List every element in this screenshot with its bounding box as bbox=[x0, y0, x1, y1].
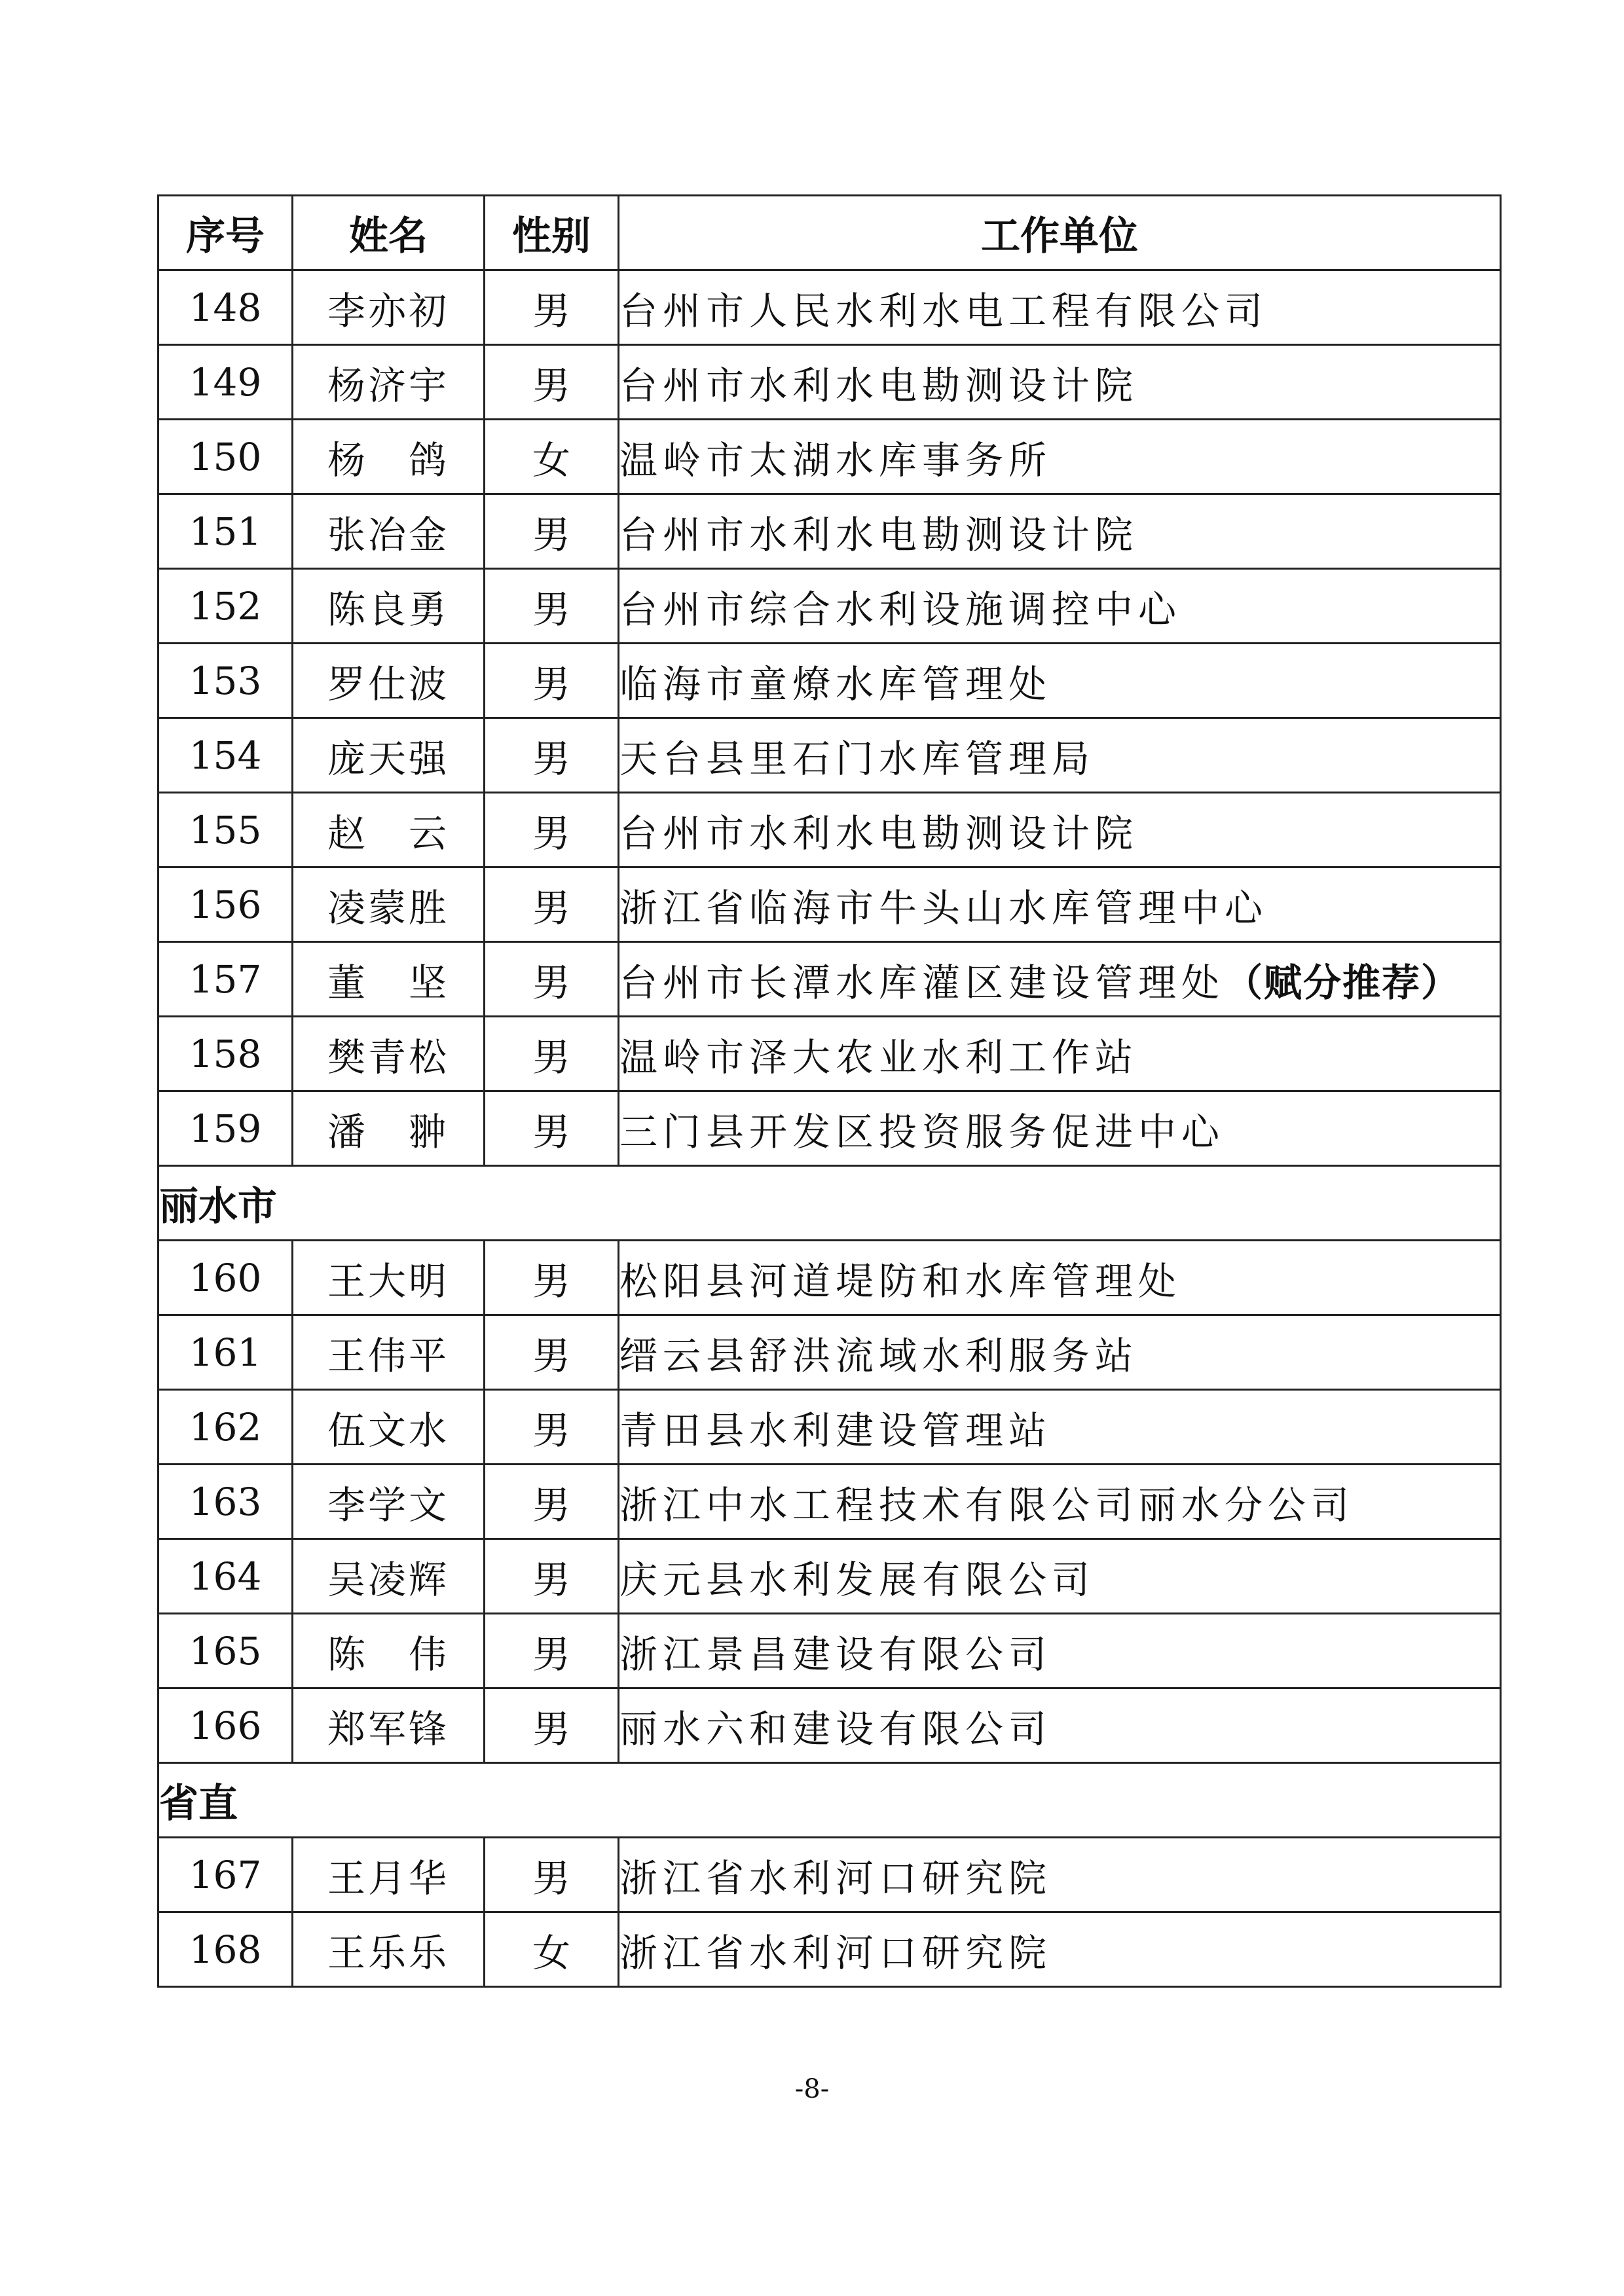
section-header-row bbox=[158, 1763, 1501, 1838]
gender-cell: 男 bbox=[485, 1688, 619, 1763]
header-name: 姓名 bbox=[293, 196, 485, 270]
seq-cell: 158 bbox=[158, 1017, 293, 1091]
org-text: 丽水六和建设有限公司 bbox=[619, 1706, 1052, 1751]
org-cell bbox=[619, 494, 1501, 569]
gender-cell: 男 bbox=[485, 270, 619, 345]
seq-cell: 156 bbox=[158, 867, 293, 942]
org-cell bbox=[619, 270, 1501, 345]
seq-cell: 157 bbox=[158, 942, 293, 1017]
seq-cell: 153 bbox=[158, 644, 293, 718]
org-cell bbox=[619, 644, 1501, 718]
table-row bbox=[158, 1390, 1501, 1465]
seq-cell: 167 bbox=[158, 1838, 293, 1912]
org-cell bbox=[619, 1614, 1501, 1688]
org-text: 浙江省水利河口研究院 bbox=[619, 1930, 1052, 1975]
org-text: 三门县开发区投资服务促进中心 bbox=[619, 1109, 1225, 1154]
table-row bbox=[158, 420, 1501, 494]
org-text: 台州市水利水电勘测设计院 bbox=[619, 512, 1139, 557]
org-cell bbox=[619, 1539, 1501, 1614]
name-cell: 李亦初 bbox=[293, 270, 485, 345]
gender-cell: 男 bbox=[485, 1017, 619, 1091]
table-row bbox=[158, 1838, 1501, 1912]
org-cell bbox=[619, 1912, 1501, 1987]
table-row bbox=[158, 270, 1501, 345]
name-cell: 王月华 bbox=[293, 1838, 485, 1912]
org-text: 庆元县水利发展有限公司 bbox=[619, 1557, 1096, 1602]
seq-cell: 151 bbox=[158, 494, 293, 569]
gender-cell: 男 bbox=[485, 1539, 619, 1614]
org-text: 台州市水利水电勘测设计院 bbox=[619, 363, 1139, 408]
org-cell bbox=[619, 1688, 1501, 1763]
gender-cell: 男 bbox=[485, 1390, 619, 1465]
org-cell bbox=[619, 1838, 1501, 1912]
gender-cell: 男 bbox=[485, 1241, 619, 1315]
org-cell bbox=[619, 1017, 1501, 1091]
header-seq: 序号 bbox=[158, 196, 293, 270]
org-text: 台州市综合水利设施调控中心 bbox=[619, 587, 1182, 632]
seq-cell: 164 bbox=[158, 1539, 293, 1614]
name-cell: 董 坚 bbox=[293, 942, 485, 1017]
org-text: 松阳县河道堤防和水库管理处 bbox=[619, 1258, 1182, 1303]
org-cell bbox=[619, 420, 1501, 494]
seq-cell: 161 bbox=[158, 1315, 293, 1390]
table-row bbox=[158, 1465, 1501, 1539]
roster-table bbox=[157, 194, 1502, 1988]
gender-cell: 男 bbox=[485, 718, 619, 793]
header-row bbox=[158, 196, 1501, 270]
table-row bbox=[158, 867, 1501, 942]
recommendation-note: （赋分推荐） bbox=[1225, 960, 1461, 1005]
seq-cell: 148 bbox=[158, 270, 293, 345]
seq-cell: 154 bbox=[158, 718, 293, 793]
name-cell: 郑军锋 bbox=[293, 1688, 485, 1763]
gender-cell: 男 bbox=[485, 494, 619, 569]
seq-cell: 160 bbox=[158, 1241, 293, 1315]
table-row bbox=[158, 644, 1501, 718]
org-text: 温岭市太湖水库事务所 bbox=[619, 437, 1052, 483]
gender-cell: 男 bbox=[485, 345, 619, 420]
gender-cell: 男 bbox=[485, 942, 619, 1017]
gender-cell: 男 bbox=[485, 1315, 619, 1390]
table-row bbox=[158, 1912, 1501, 1987]
seq-cell: 165 bbox=[158, 1614, 293, 1688]
gender-cell: 男 bbox=[485, 867, 619, 942]
section-title: 丽水市 bbox=[158, 1166, 1501, 1241]
name-cell: 陈良勇 bbox=[293, 569, 485, 644]
name-cell: 张冶金 bbox=[293, 494, 485, 569]
gender-cell: 男 bbox=[485, 793, 619, 867]
org-text: 浙江省水利河口研究院 bbox=[619, 1855, 1052, 1901]
org-cell bbox=[619, 1091, 1501, 1166]
org-cell bbox=[619, 793, 1501, 867]
seq-cell: 152 bbox=[158, 569, 293, 644]
seq-cell: 149 bbox=[158, 345, 293, 420]
section-title: 省直 bbox=[158, 1763, 1501, 1838]
gender-cell: 男 bbox=[485, 569, 619, 644]
name-cell: 罗仕波 bbox=[293, 644, 485, 718]
gender-cell: 男 bbox=[485, 1465, 619, 1539]
org-text: 台州市长潭水库灌区建设管理处 bbox=[619, 960, 1225, 1005]
gender-cell: 男 bbox=[485, 644, 619, 718]
org-cell bbox=[619, 1390, 1501, 1465]
name-cell: 潘 翀 bbox=[293, 1091, 485, 1166]
table-row bbox=[158, 345, 1501, 420]
org-cell bbox=[619, 1241, 1501, 1315]
seq-cell: 166 bbox=[158, 1688, 293, 1763]
name-cell: 杨济宇 bbox=[293, 345, 485, 420]
seq-cell: 168 bbox=[158, 1912, 293, 1987]
org-text: 浙江中水工程技术有限公司丽水分公司 bbox=[619, 1482, 1355, 1527]
org-text: 缙云县舒洪流域水利服务站 bbox=[619, 1333, 1139, 1378]
gender-cell: 女 bbox=[485, 1912, 619, 1987]
org-text: 浙江景昌建设有限公司 bbox=[619, 1631, 1052, 1677]
seq-cell: 159 bbox=[158, 1091, 293, 1166]
table-row bbox=[158, 1091, 1501, 1166]
page-number: -8- bbox=[794, 2074, 830, 2104]
org-cell bbox=[619, 345, 1501, 420]
roster-body bbox=[158, 270, 1501, 1987]
name-cell: 王伟平 bbox=[293, 1315, 485, 1390]
org-cell bbox=[619, 942, 1501, 1017]
gender-cell: 男 bbox=[485, 1614, 619, 1688]
name-cell: 王乐乐 bbox=[293, 1912, 485, 1987]
table-row bbox=[158, 718, 1501, 793]
seq-cell: 162 bbox=[158, 1390, 293, 1465]
name-cell: 赵 云 bbox=[293, 793, 485, 867]
org-cell bbox=[619, 1465, 1501, 1539]
name-cell: 李学文 bbox=[293, 1465, 485, 1539]
table-row bbox=[158, 793, 1501, 867]
org-text: 台州市水利水电勘测设计院 bbox=[619, 811, 1139, 856]
name-cell: 陈 伟 bbox=[293, 1614, 485, 1688]
table-row bbox=[158, 942, 1501, 1017]
org-cell bbox=[619, 718, 1501, 793]
gender-cell: 男 bbox=[485, 1838, 619, 1912]
org-text: 天台县里石门水库管理局 bbox=[619, 736, 1096, 781]
table-row bbox=[158, 1614, 1501, 1688]
org-cell bbox=[619, 1315, 1501, 1390]
table-row bbox=[158, 1241, 1501, 1315]
table-row bbox=[158, 1315, 1501, 1390]
name-cell: 吴凌辉 bbox=[293, 1539, 485, 1614]
table-row bbox=[158, 1017, 1501, 1091]
section-header-row bbox=[158, 1166, 1501, 1241]
gender-cell: 女 bbox=[485, 420, 619, 494]
table-row bbox=[158, 569, 1501, 644]
seq-cell: 163 bbox=[158, 1465, 293, 1539]
org-text: 青田县水利建设管理站 bbox=[619, 1408, 1052, 1453]
name-cell: 庞天强 bbox=[293, 718, 485, 793]
table-row bbox=[158, 1688, 1501, 1763]
org-text: 临海市童燎水库管理处 bbox=[619, 661, 1052, 706]
seq-cell: 150 bbox=[158, 420, 293, 494]
name-cell: 凌蒙胜 bbox=[293, 867, 485, 942]
name-cell: 杨 鸽 bbox=[293, 420, 485, 494]
header-gender: 性别 bbox=[485, 196, 619, 270]
header-org: 工作单位 bbox=[619, 196, 1501, 270]
name-cell: 樊青松 bbox=[293, 1017, 485, 1091]
org-cell bbox=[619, 569, 1501, 644]
name-cell: 伍文水 bbox=[293, 1390, 485, 1465]
org-text: 台州市人民水利水电工程有限公司 bbox=[619, 288, 1268, 333]
org-text: 浙江省临海市牛头山水库管理中心 bbox=[619, 885, 1268, 930]
gender-cell: 男 bbox=[485, 1091, 619, 1166]
org-text: 温岭市泽大农业水利工作站 bbox=[619, 1034, 1139, 1080]
seq-cell: 155 bbox=[158, 793, 293, 867]
table-row bbox=[158, 1539, 1501, 1614]
name-cell: 王大明 bbox=[293, 1241, 485, 1315]
table-row bbox=[158, 494, 1501, 569]
org-cell bbox=[619, 867, 1501, 942]
